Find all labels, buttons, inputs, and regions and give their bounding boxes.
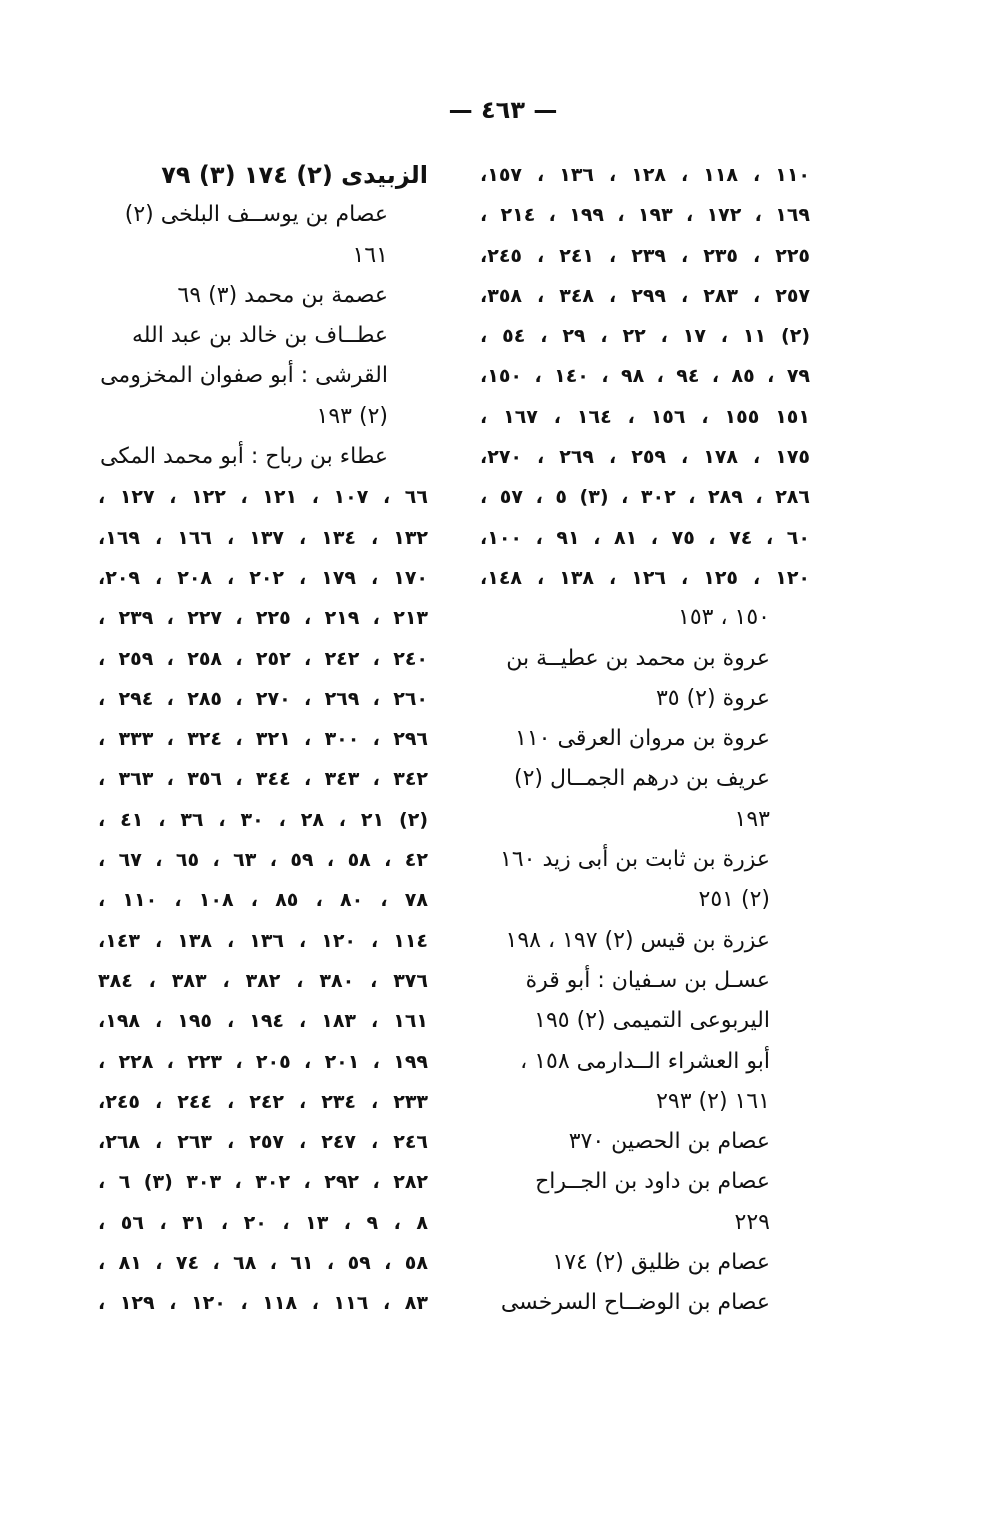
page-reference-line: ٢٨٦ ، ٢٨٩ ، ٣٠٢ ، (٣) ٥ ، ٥٧ ، (480, 486, 810, 509)
index-entry-line: ١٩٣ (734, 806, 770, 832)
page-reference-line: ٨٣ ، ١١٦ ، ١١٨ ، ١٢٠ ، ١٢٩ ، (98, 1292, 428, 1315)
page-reference-line: ٨ ، ٩ ، ١٣ ، ٢٠ ، ٣١ ، ٥٦ ، (98, 1211, 428, 1234)
page-reference-line: ١٩٩ ، ٢٠١ ، ٢٠٥ ، ٢٢٣ ، ٢٢٨ ، (98, 1050, 428, 1073)
page-reference-line: ٧٨ ، ٨٠ ، ٨٥ ، ١٠٨ ، ١١٠ ، (98, 889, 428, 912)
page-reference-line: ٣٤٢ ، ٣٤٣ ، ٣٤٤ ، ٣٥٦ ، ٣٦٣ ، (98, 768, 428, 791)
page-reference-line: ٢٤٦ ، ٢٤٧ ، ٢٥٧ ، ٢٦٣ ، ٢٦٨، (98, 1131, 428, 1154)
index-entry-line: ١٦١ (352, 242, 388, 268)
index-entry-line: عصام بن يوســف البلخى (٢) (124, 202, 388, 228)
index-entry-line: عزرة بن ثابت بن أبى زيد ١٦٠ (500, 847, 770, 873)
index-entry-line: اليربوعى التميمى (٢) ١٩٥ (534, 1008, 770, 1034)
page-reference-line: ١١٤ ، ١٢٠ ، ١٣٦ ، ١٣٨ ، ١٤٣، (98, 929, 428, 952)
page-reference-line: ٢١٣ ، ٢١٩ ، ٢٢٥ ، ٢٢٧ ، ٢٣٩ ، (98, 607, 428, 630)
index-entry-line: ٢٢٩ (734, 1209, 770, 1235)
page-number: — ٤٦٣ — (448, 96, 558, 124)
page-reference-line: ١١٠ ، ١١٨ ، ١٢٨ ، ١٣٦ ، ١٥٧، (480, 164, 810, 186)
page-reference-line: ٢٦٠ ، ٢٦٩ ، ٢٧٠ ، ٢٨٥ ، ٢٩٤ ، (98, 687, 428, 710)
page-reference-line: ١٥١ ١٥٥ ، ١٥٦ ، ١٦٤ ، ١٦٧ ، (480, 405, 810, 428)
page-reference-line: ٦٦ ، ١٠٧ ، ١٢١ ، ١٢٢ ، ١٢٧ ، (98, 486, 428, 509)
index-entry-line: ١٦١ (٢) ٢٩٣ (656, 1088, 770, 1114)
page-reference-line: ٢٩٦ ، ٣٠٠ ، ٣٢١ ، ٣٢٤ ، ٣٣٣ ، (98, 728, 428, 751)
page-reference-line: ٢٢٥ ، ٢٣٥ ، ٢٣٩ ، ٢٤١ ، ٢٤٥، (480, 244, 810, 267)
index-entry-line: عزرة بن قيس (٢) ١٩٧ ، ١٩٨ (505, 927, 770, 953)
index-entry-line: عصام بن الحصين ٣٧٠ (568, 1129, 770, 1155)
page-reference-line: ٢٥٧ ، ٢٨٣ ، ٢٩٩ ، ٣٤٨ ، ٣٥٨، (480, 284, 810, 307)
index-entry-line: عصمة بن محمد (٣) ٦٩ (177, 282, 388, 308)
page-reference-line: ١٣٢ ، ١٣٤ ، ١٣٧ ، ١٦٦ ، ١٦٩، (98, 526, 428, 549)
index-entry-line: أبو العشراء الــدارمى ١٥٨ ، (520, 1048, 770, 1074)
page-reference-line: ١٢٠ ، ١٢٥ ، ١٢٦ ، ١٣٨ ، ١٤٨، (480, 566, 810, 589)
page-reference-line: ٢٤٠ ، ٢٤٢ ، ٢٥٢ ، ٢٥٨ ، ٢٥٩ ، (98, 647, 428, 670)
page-reference-line: ٢٣٣ ، ٢٣٤ ، ٢٤٢ ، ٢٤٤ ، ٢٤٥، (98, 1090, 428, 1113)
index-entry-line: عصام بن داود بن الجــراح (535, 1169, 770, 1195)
page-reference-line: ١٦١ ، ١٨٣ ، ١٩٤ ، ١٩٥ ، ١٩٨، (98, 1010, 428, 1033)
page-reference-line: ٢٨٢ ، ٢٩٢ ، ٣٠٢ ، ٣٠٣ (٣) ٦ ، (98, 1171, 428, 1194)
page-reference-line: (٢) ٢١ ، ٢٨ ، ٣٠ ، ٣٦ ، ٤١ ، (98, 808, 428, 831)
index-entry-line: عصام بن الوضــاح السرخسى (500, 1290, 770, 1316)
right-column (480, 155, 810, 1324)
page-reference-line: ٦٠ ، ٧٤ ، ٧٥ ، ٨١ ، ٩١ ، ١٠٠، (480, 526, 810, 549)
index-entry-line: عروة (٢) ٣٥ (655, 685, 770, 711)
index-entry-line: (٢) ٢٥١ (698, 887, 770, 913)
page-reference-line: ١٧٠ ، ١٧٩ ، ٢٠٢ ، ٢٠٨ ، ٢٠٩، (98, 566, 428, 589)
page-reference-line: ٧٩ ، ٨٥ ، ٩٤ ، ٩٨ ، ١٤٠ ، ١٥٠، (480, 365, 810, 388)
index-entry-line: عطاء بن رباح : أبو محمد المكى (100, 444, 388, 470)
page-reference-line: ٣٧٦ ، ٣٨٠ ، ٣٨٢ ، ٣٨٣ ، ٣٨٤ (98, 969, 428, 992)
page-reference-line: ١٦٩ ، ١٧٢ ، ١٩٣ ، ١٩٩ ، ٢١٤ ، (480, 204, 810, 227)
index-entry-line: ١٥٠ ، ١٥٣ (678, 605, 770, 631)
index-entry-line: القرشى : أبو صفوان المخزومى (100, 363, 388, 389)
index-entry-line: عصام بن ظليق (٢) ١٧٤ (552, 1250, 770, 1276)
index-entry-line: الزبيدى (٢) ١٧٤ (٣) ٧٩ (161, 161, 428, 189)
index-entry-line: عروة بن محمد بن عطيــة بن (506, 645, 770, 671)
page-reference-line: (٢) ١١ ، ١٧ ، ٢٢ ، ٢٩ ، ٥٤ ، (480, 325, 810, 348)
left-column (98, 155, 428, 1324)
page-reference-line: ٤٢ ، ٥٨ ، ٥٩ ، ٦٣ ، ٦٥ ، ٦٧ ، (98, 849, 428, 872)
index-entry-line: عسـل بن سـفيان : أبو قرة (525, 967, 770, 993)
page-reference-line: ٥٨ ، ٥٩ ، ٦١ ، ٦٨ ، ٧٤ ، ٨١ ، (98, 1252, 428, 1275)
page-reference-line: ١٧٥ ، ١٧٨ ، ٢٥٩ ، ٢٦٩ ، ٢٧٠، (480, 446, 810, 469)
index-entry-line: عروة بن مروان العرقى ١١٠ (515, 726, 770, 752)
index-entry-line: عطــاف بن خالد بن عبد الله (131, 323, 388, 349)
index-entry-line: (٢) ١٩٣ (316, 403, 388, 429)
index-entry-line: عريف بن درهم الجمــال (٢) (514, 766, 770, 792)
